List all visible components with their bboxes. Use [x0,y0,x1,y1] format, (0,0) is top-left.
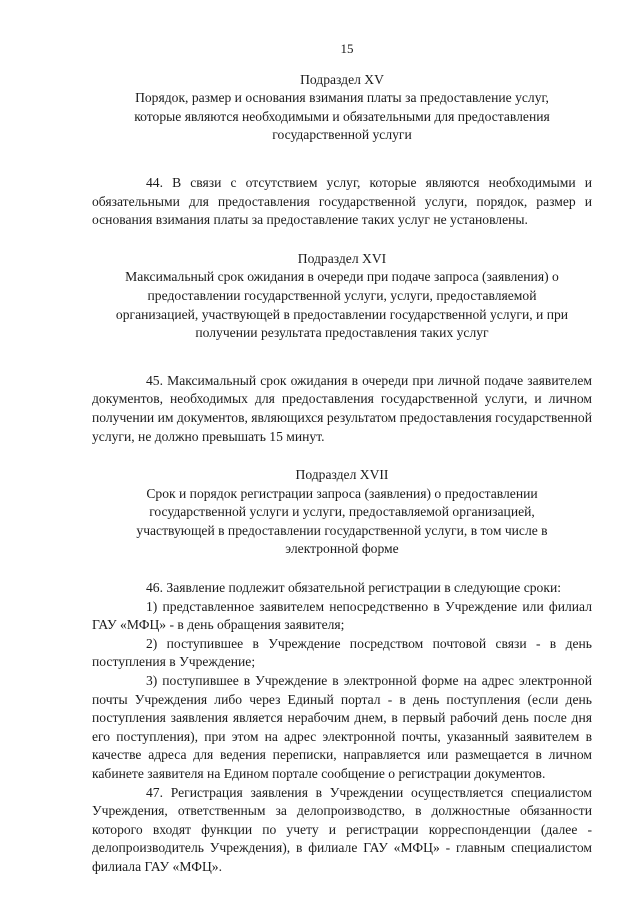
section-title-line: предоставлении государственной услуги, услуги, предоставляемой [147,287,537,303]
section-title-line: которые являются необходимыми и обязательными для предоставления [134,108,550,124]
section-heading-xvii [92,466,592,559]
section-title-line: участвующей в предоставлении государственной услуги, в том числе в [136,522,548,538]
section-heading-xv [92,71,592,145]
subsection-label: Подраздел XVII [295,467,389,483]
paragraph-45: 45. Максимальный срок ожидания в очереди при личной подаче заявителем документов, необходимых для предоставления государственной услуги, и личном получении им документов, являющихся результатом предоставления государственной услуги, не должно превышать 15 минут. [92,372,592,444]
section-heading-xvi [92,250,592,343]
section-title-line: Срок и порядок регистрации запроса (заявления) о предоставлении [146,485,538,501]
subsection-label: Подраздел XVI [297,250,387,266]
section-title-line: электронной форме [285,541,399,557]
list-item: 2) поступившее в Учреждение посредством почтовой связи - в день поступления в Учреждение; [92,635,592,670]
section-title-line: Порядок, размер и основания взимания платы за предоставление услуг, [135,90,549,106]
registration-terms-list [92,579,592,877]
paragraph-44: 44. В связи с отсутствием услуг, которые являются необходимыми и обязательными для предоставления государственной услуги, порядок, размер и основания взимания платы за предоставление таких услуг не установлены. [92,174,592,228]
paragraph-47: 47. Регистрация заявления в Учреждении осуществляется специалистом Учреждения, ответственным за делопроизводство, в должностные обязанности которого входят функции по учету и регистрации корреспонденции (далее - делопроизводитель Учреждения), в филиале ГАУ «МФЦ» - главным специалистом филиала ГАУ «МФЦ». [92,784,592,874]
page-number: 15 [340,41,354,56]
section-title-line: получении результата предоставления таких услуг [195,325,489,341]
section-title-line: организацией, участвующей в предоставлении государственной услуги, и при [115,306,569,322]
section-title-line: Максимальный срок ожидания в очереди при подаче запроса (заявления) о [125,269,559,285]
list-item: 1) представленное заявителем непосредственно в Учреждение или филиал ГАУ «МФЦ» - в день обращения заявителя; [92,598,592,633]
paragraph-46: 46. Заявление подлежит обязательной регистрации в следующие сроки: [146,580,562,596]
subsection-label: Подраздел XV [300,71,384,87]
section-title-line: государственной услуги [272,127,412,143]
section-title-line: государственной услуги и услуги, предоставляемой организацией, [149,504,535,520]
list-item: 3) поступившее в Учреждение в электронной форме на адрес электронной почты Учреждения либо через Единый портал - в день поступления (если день поступления заявления является нерабочим днем, в первый рабочий день после дня его поступления), при этом на адрес электронной почты, указанный заявителем в качестве адреса для ведения переписки, направляется или размещается в личном кабинете заявителя на Едином портале сообщение о регистрации документов. [92,673,592,781]
